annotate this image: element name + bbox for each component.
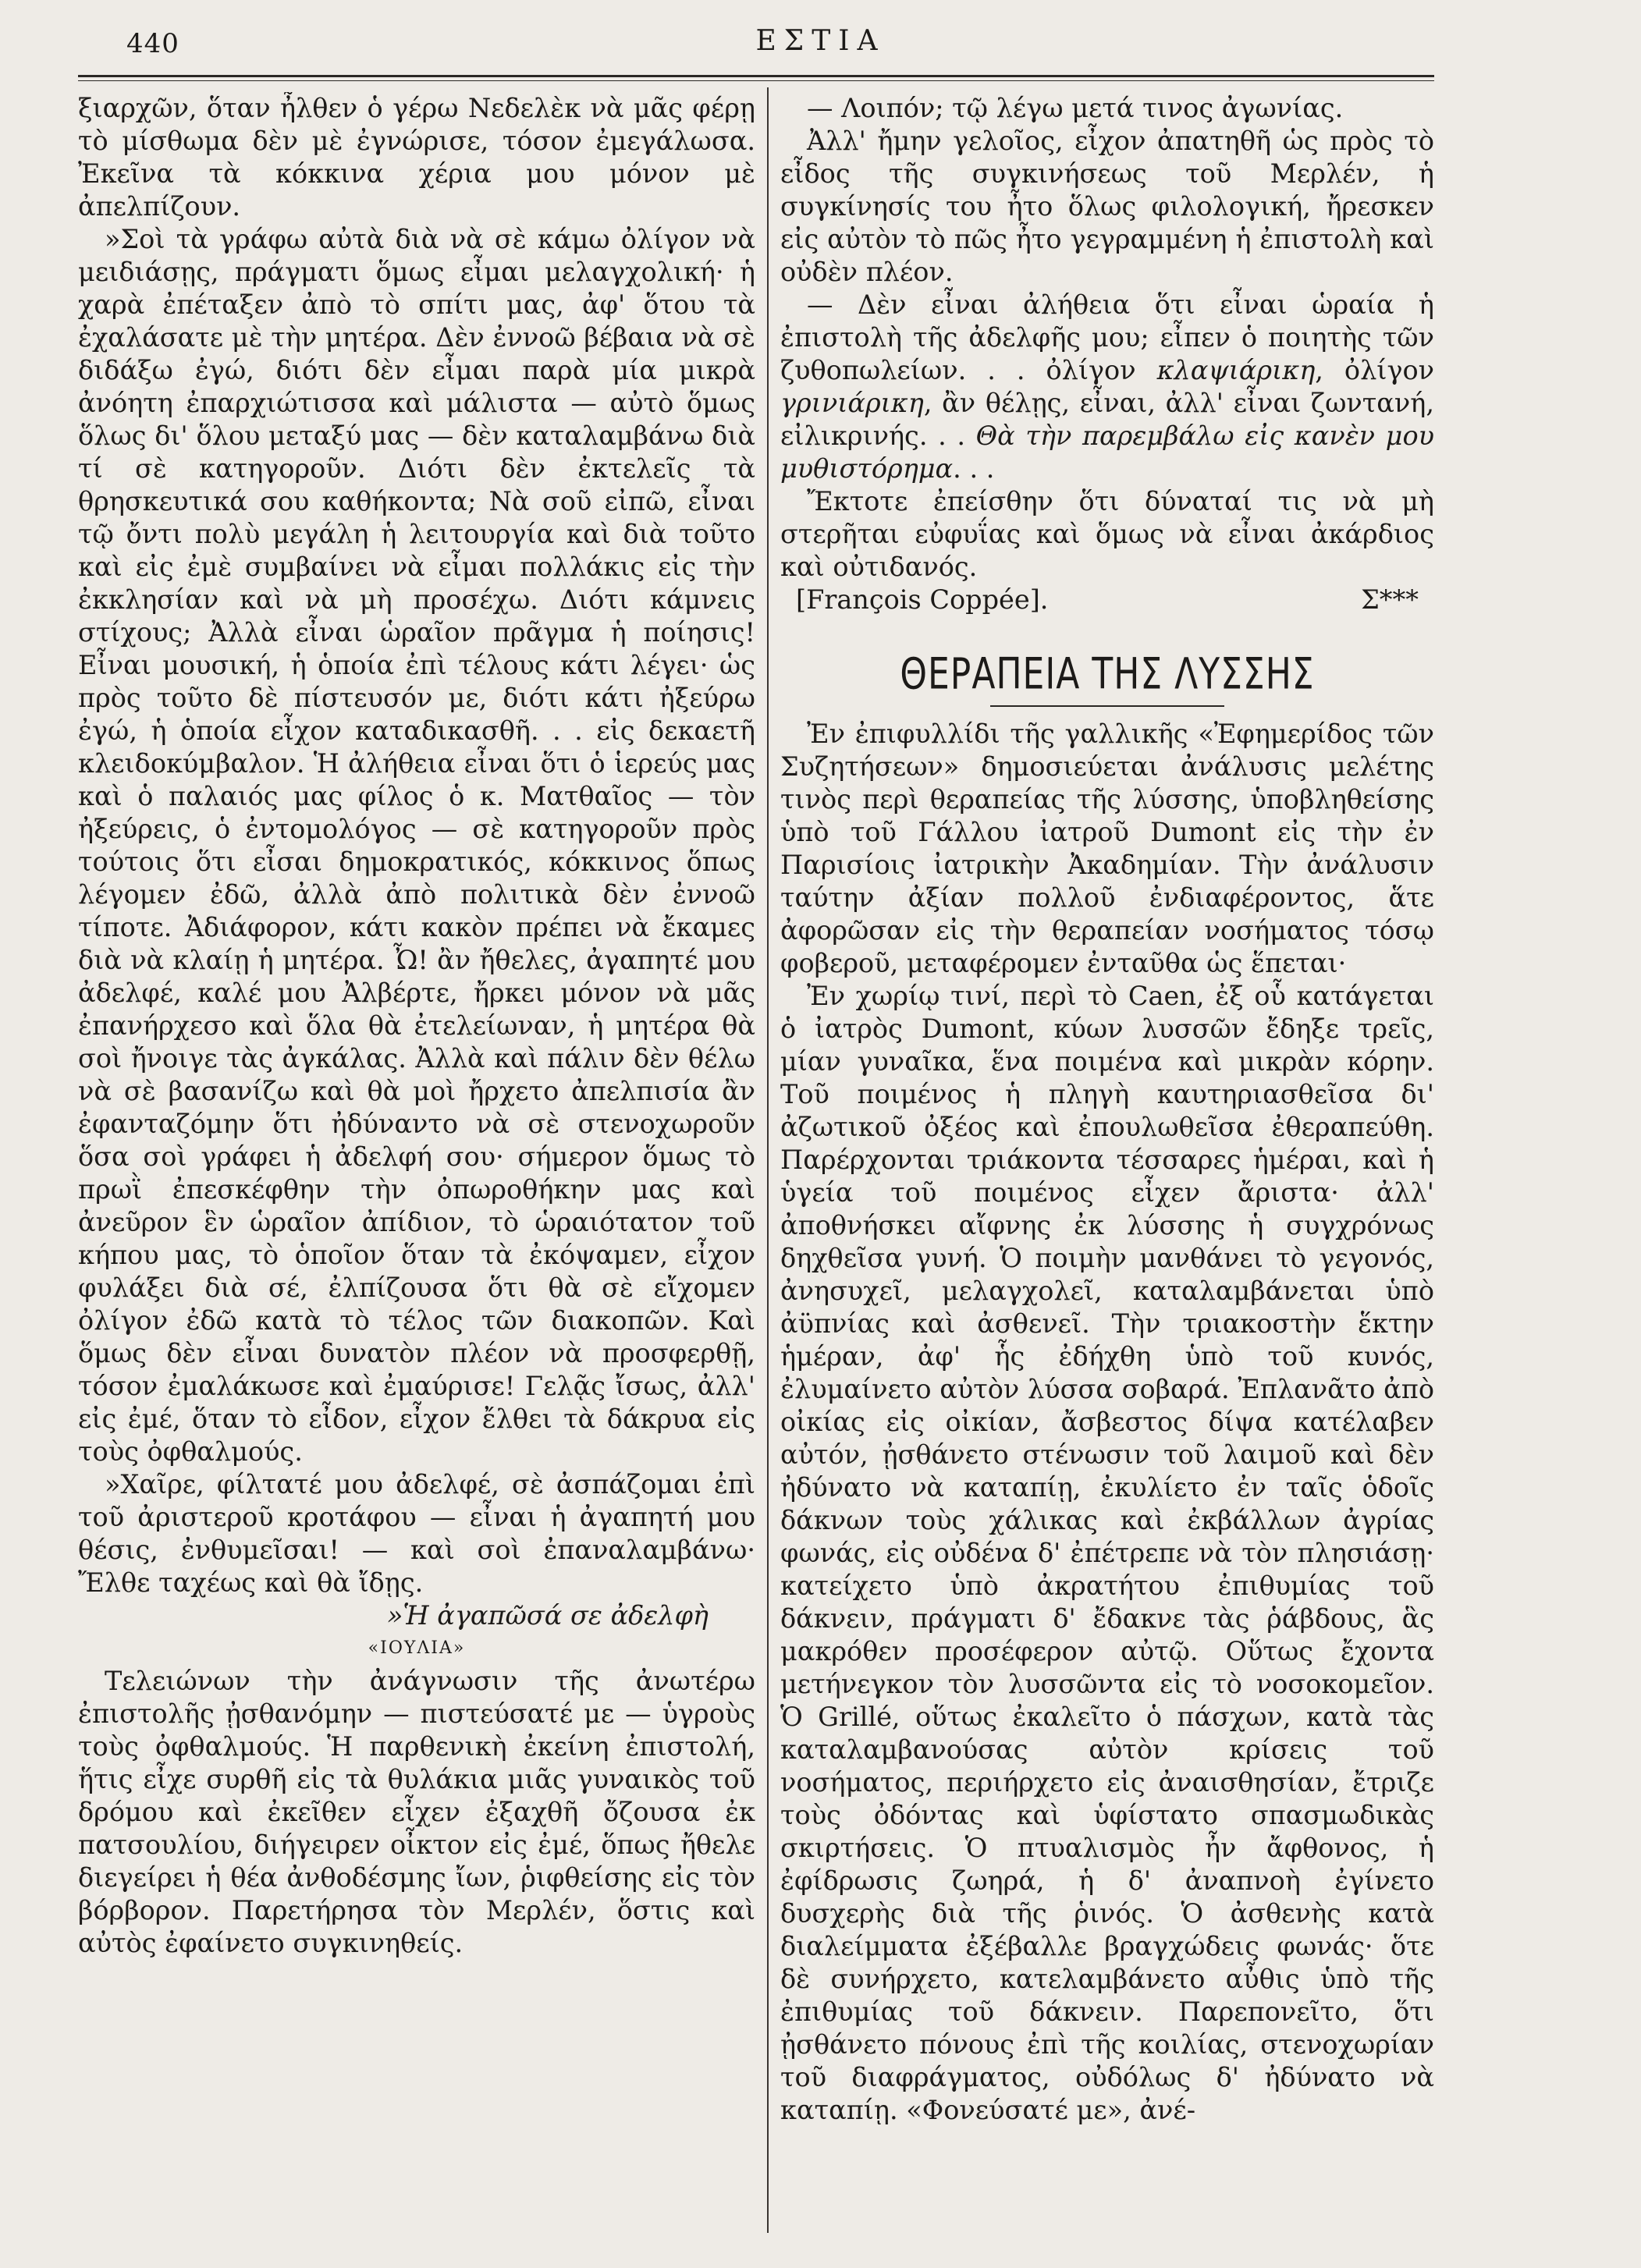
left-column	[78, 92, 755, 2237]
paragraph: — Λοιπόν; τῷ λέγω μετά τινος ἀγωνίας.	[807, 93, 1344, 123]
source-line	[780, 584, 1434, 616]
letter-signature-name: «ΙΟΥΛΙΑ»	[368, 1638, 466, 1658]
paragraph: Ἔκτοτε ἐπείσθην ὅτι δύναταί τις νὰ μὴ στερῆται εὐφυΐας καὶ ὅμως νὰ εἶναι ἀκάρδιος καὶ οὐτιδανός.	[780, 486, 1434, 582]
paragraph: »Χαῖρε, φίλτατέ μου ἀδελφέ, σὲ ἀσπάζομαι ἐπὶ τοῦ ἀριστεροῦ κροτάφου — εἶναι ἡ ἀγαπητή μου θέσις, ἐνθυμεῖσαι! — καὶ σοὶ ἐπαναλαμβάνω· Ἔλθε ταχέως καὶ θὰ ἴδῃς.	[78, 1469, 755, 1598]
paragraph: Ἐν χωρίῳ τινί, περὶ τὸ Caen, ἐξ οὗ κατάγεται ὁ ἰατρὸς Dumont, κύων λυσσῶν ἔδηξε τρεῖς, μίαν γυναῖκα, ἕνα ποιμένα καὶ μικρὰν κόρην. Τοῦ ποιμένος ἡ πληγὴ καυτηριασθεῖσα δι' ἀζωτικοῦ ὀξέος καὶ ἐπουλωθεῖσα ἐθεραπεύθη. Παρέρχονται τριάκοντα τέσσαρες ἡμέραι, καὶ ἡ ὑγεία τοῦ ποιμένος εἶχεν ἄριστα· ἀλλ' ἀποθνήσκει αἴφνης ἐκ λύσσης ἡ συγχρόνως δηχθεῖσα γυνή. Ὁ ποιμὴν μανθάνει τὸ γεγονός, ἀνησυχεῖ, μελαγχολεῖ, καταλαμβάνεται ὑπὸ ἀϋπνίας καὶ ἀσθενεῖ. Τὴν τριακοστὴν ἕκτην ἡμέραν, ἀφ' ἧς ἐδήχθη ὑπὸ τοῦ κυνός, ἐλυμαίνετο αὐτὸν λύσσα σοβαρά. Ἐπλανᾶτο ἀπὸ οἰκίας εἰς οἰκίαν, ἄσβεστος δίψα κατέλαβεν αὐτόν, ᾐσθάνετο στένωσιν τοῦ λαιμοῦ καὶ δὲν ἠδύνατο νὰ καταπίῃ, ἐκυλίετο ἐν ταῖς ὁδοῖς δάκνων τοὺς χάλικας καὶ ἐκβάλλων ἀγρίας φωνάς, εἰς οὐδένα δ' ἐπέτρεπε νὰ τὸν πλησιάσῃ· κατείχετο ὑπὸ ἀκρατήτου ἐπιθυμίας τοῦ δάκνειν, πράγματι δ' ἔδακνε τὰς ῥάβδους, ἃς μακρόθεν προσέφερον αὐτῷ. Οὕτως ἔχοντα μετήνεγκον τὸν λυσσῶντα εἰς τὸ νοσοκομεῖον. Ὁ Grillé, οὕτως ἐκαλεῖτο ὁ πάσχων, κατὰ τὰς καταλαμβανούσας αὐτὸν κρίσεις τοῦ νοσήματος, περιήρχετο εἰς ἀναισθησίαν, ἔτριζε τοὺς ὀδόντας καὶ ὑφίστατο σπασμωδικὰς σκιρτήσεις. Ὁ πτυαλισμὸς ἦν ἄφθονος, ἡ ἐφίδρωσις ζωηρά, ἡ δ' ἀναπνοὴ ἐγίνετο δυσχερὴς διὰ τῆς ῥινός. Ὁ ἀσθενὴς κατὰ διαλείμματα ἐξέβαλλε βραγχώδεις φωνάς· ὅτε δὲ συνήρχετο, κατελαμβάνετο αὖθις ὑπὸ τῆς ἐπιθυμίας τοῦ δάκνειν. Παρεπονεῖτο, ὅτι ᾐσθάνετο πόνους ἐπὶ τῆς κοιλίας, στενοχωρίαν τοῦ διαφράγματος, οὐδόλως δ' ἠδύνατο νὰ καταπίῃ. «Φονεύσατέ με», ἀνέ-	[780, 981, 1434, 2125]
source-attribution: [François Coppée].	[796, 584, 1049, 615]
paragraph: Ἀλλ' ἤμην γελοῖος, εἶχον ἀπατηθῆ ὡς πρὸς τὸ εἶδος τῆς συγκινήσεως τοῦ Μερλέν, ἡ συγκίνησίς του ἦτο ὅλως φιλολογική, ἤρεσκεν εἰς αὐτὸν τὸ πῶς ἦτο γεγραμμένη ἡ ἐπιστολὴ καὶ οὐδὲν πλέον.	[780, 126, 1434, 287]
header-rule-thin	[78, 80, 1434, 81]
right-column	[780, 92, 1434, 2237]
paragraph: »Σοὶ τὰ γράφω αὐτὰ διὰ νὰ σὲ κάμω ὀλίγον νὰ μειδιάσῃς, πράγματι ὅμως εἶμαι μελαγχολική· ἡ χαρὰ ἐπέταξεν ἀπὸ τὸ σπίτι μας, ἀφ' ὅτου τὰ ἐχαλάσατε μὲ τὴν μητέρα. Δὲν ἐννοῶ βέβαια νὰ σὲ διδάξω ἐγώ, διότι δὲν εἶμαι παρὰ μία μικρὰ ἀνόητη ἐπαρχιώτισσα καὶ μάλιστα — αὐτὸ ὅμως ὅλως δι' ὅλου μεταξύ μας — δὲν καταλαμβάνω διὰ τί σὲ κατηγοροῦν. Διότι δὲν ἐκτελεῖς τὰ θρησκευτικά σου καθήκοντα; Νὰ σοῦ εἰπῶ, εἶναι τῷ ὄντι πολὺ μεγάλη ἡ λειτουργία καὶ διὰ τοῦτο καὶ εἰς ἐμὲ συμβαίνει νὰ εἶμαι πολλάκις εἰς τὴν ἐκκλησίαν καὶ νὰ μὴ προσέχω. Διότι κάμνεις στίχους; Ἀλλὰ εἶναι ὡραῖον πρᾶγμα ἡ ποίησις! Εἶναι μουσική, ἡ ὁποία ἐπὶ τέλους κάτι λέγει· ὡς πρὸς τοῦτο δὲ πίστευσόν με, διότι κάτι ἠξεύρω ἐγώ, ἡ ὁποία εἶχον καταδικασθῆ. . . εἰς δεκαετῆ κλειδοκύμβαλον. Ἡ ἀλήθεια εἶναι ὅτι ὁ ἱερεύς μας καὶ ὁ παλαιός μας φίλος ὁ κ. Ματθαῖος — τὸν ἠξεύρεις, ὁ ἐντομολόγος — σὲ κατηγοροῦν πρὸς τούτοις ὅτι εἶσαι δημοκρατικός, κόκκινος ὅπως λέγομεν ἐδῶ, ἀλλὰ ἀπὸ πολιτικὰ δὲν ἐννοῶ τίποτε. Ἀδιάφορον, κάτι κακὸν πρέπει νὰ ἔκαμες διὰ νὰ κλαίῃ ἡ μητέρα. Ὦ! ἂν ἤθελες, ἀγαπητέ μου ἀδελφέ, καλέ μου Ἀλβέρτε, ἤρκει μόνον νὰ μᾶς ἐπανήρχεσο καὶ ὅλα θὰ ἐτελείωναν, ἡ μητέρα θὰ σοὶ ἤνοιγε τὰς ἀγκάλας. Ἀλλὰ καὶ πάλιν δὲν θέλω νὰ σὲ βασανίζω καὶ θὰ μοὶ ἤρχετο ἀπελπισία ἂν ἐφανταζόμην ὅτι ἠδύναντο νὰ σὲ στενοχωροῦν ὅσα σοὶ γράφει ἡ ἀδελφή σου· σήμερον ὅμως τὸ πρωῒ ἐπεσκέφθην τὴν ὀπωροθήκην μας καὶ ἀνεῦρον ἓν ὡραῖον ἀπίδιον, τὸ ὡραιότατον τοῦ κήπου μας, τὸ ὁποῖον ὅταν τὰ ἐκόψαμεν, εἶχον φυλάξει διὰ σέ, ἐλπίζουσα ὅτι θὰ σὲ εἴχομεν ὀλίγον ἐδῶ κατὰ τὸ τέλος τῶν διακοπῶν. Καὶ ὅμως δὲν εἶναι δυνατὸν πλέον νὰ προσφερθῇ, τόσον ἐμαλάκωσε καὶ ἐμαύρισε! Γελᾷς ἴσως, ἀλλ' εἰς ἐμέ, ὅταν τὸ εἶδον, εἶχον ἔλθει τὰ δάκρυα εἰς τοὺς ὀφθαλμούς.	[78, 224, 755, 1467]
author-initials: Σ***	[1361, 584, 1419, 615]
paragraph: Ἐν ἐπιφυλλίδι τῆς γαλλικῆς «Ἐφημερίδος τῶν Συζητήσεων» δημοσιεύεται ἀνάλυσις μελέτης τινὸς περὶ θεραπείας τῆς λύσσης, ὑποβληθείσης ὑπὸ τοῦ Γάλλου ἰατροῦ Dumont εἰς τὴν ἐν Παρισίοις ἰατρικὴν Ἀκαδημίαν. Τὴν ἀνάλυσιν ταύτην ἀξίαν πολλοῦ ἐνδιαφέροντος, ἅτε ἀφορῶσαν εἰς τὴν θεραπείαν νοσήματος τόσῳ φοβεροῦ, μεταφέρομεν ἐνταῦθα ὡς ἕπεται·	[780, 719, 1434, 978]
header-rule	[78, 75, 1434, 77]
article-title: ΘΕΡΑΠΕΙΑ ΤΗΣ ΛΥΣΣΗΣ	[900, 649, 1315, 700]
running-head: ΕΣΤΙΑ	[755, 25, 886, 57]
letter-signature: »Ἡ ἀγαπῶσά σε ἀδελφὴ	[386, 1600, 709, 1631]
title-rule	[990, 705, 1224, 707]
page-number: 440	[126, 28, 179, 59]
paragraph: — Δὲν εἶναι ἀλήθεια ὅτι εἶναι ὡραία ἡ ἐπιστολὴ τῆς ἀδελφῆς μου; εἶπεν ὁ ποιητὴς τῶν ζυθοπωλείων. . . ὀλίγον κλαψιάρικη, ὀλίγον γρινιάρικη, ἂν θέλῃς, εἶναι, ἀλλ' εἶναι ζωντανή, εἰλικρινής. . . Θὰ τὴν παρεμβάλω εἰς κανὲν μου μυθιστόρημα. . .	[780, 289, 1434, 484]
paragraph: ξιαρχῶν, ὅταν ἦλθεν ὁ γέρω Νεδελὲκ νὰ μᾶς φέρῃ τὸ μίσθωμα δὲν μὲ ἐγνώρισε, τόσον ἐμεγάλωσα. Ἐκεῖνα τὰ κόκκινα χέρια μου μόνον μὲ ἀπελπίζουν.	[78, 93, 755, 222]
column-divider	[767, 87, 769, 2233]
paragraph: Τελειώνων τὴν ἀνάγνωσιν τῆς ἀνωτέρω ἐπιστολῆς ᾐσθανόμην — πιστεύσατέ με — ὑγροὺς τοὺς ὀφθαλμούς. Ἡ παρθενικὴ ἐκείνη ἐπιστολή, ἥτις εἶχε συρθῆ εἰς τὰ θυλάκια μιᾶς γυναικὸς τοῦ δρόμου καὶ ἐκεῖθεν εἶχεν ἐξαχθῆ ὄζουσα ἐκ πατσουλίου, διήγειρεν οἶκτον εἰς ἐμέ, ὅπως ἤθελε διεγείρει ἡ θέα ἀνθοδέσμης ἴων, ῥιφθείσης εἰς τὸν βόρβορον. Παρετήρησα τὸν Μερλέν, ὅστις καὶ αὐτὸς ἐφαίνετο συγκινηθείς.	[78, 1666, 755, 1958]
